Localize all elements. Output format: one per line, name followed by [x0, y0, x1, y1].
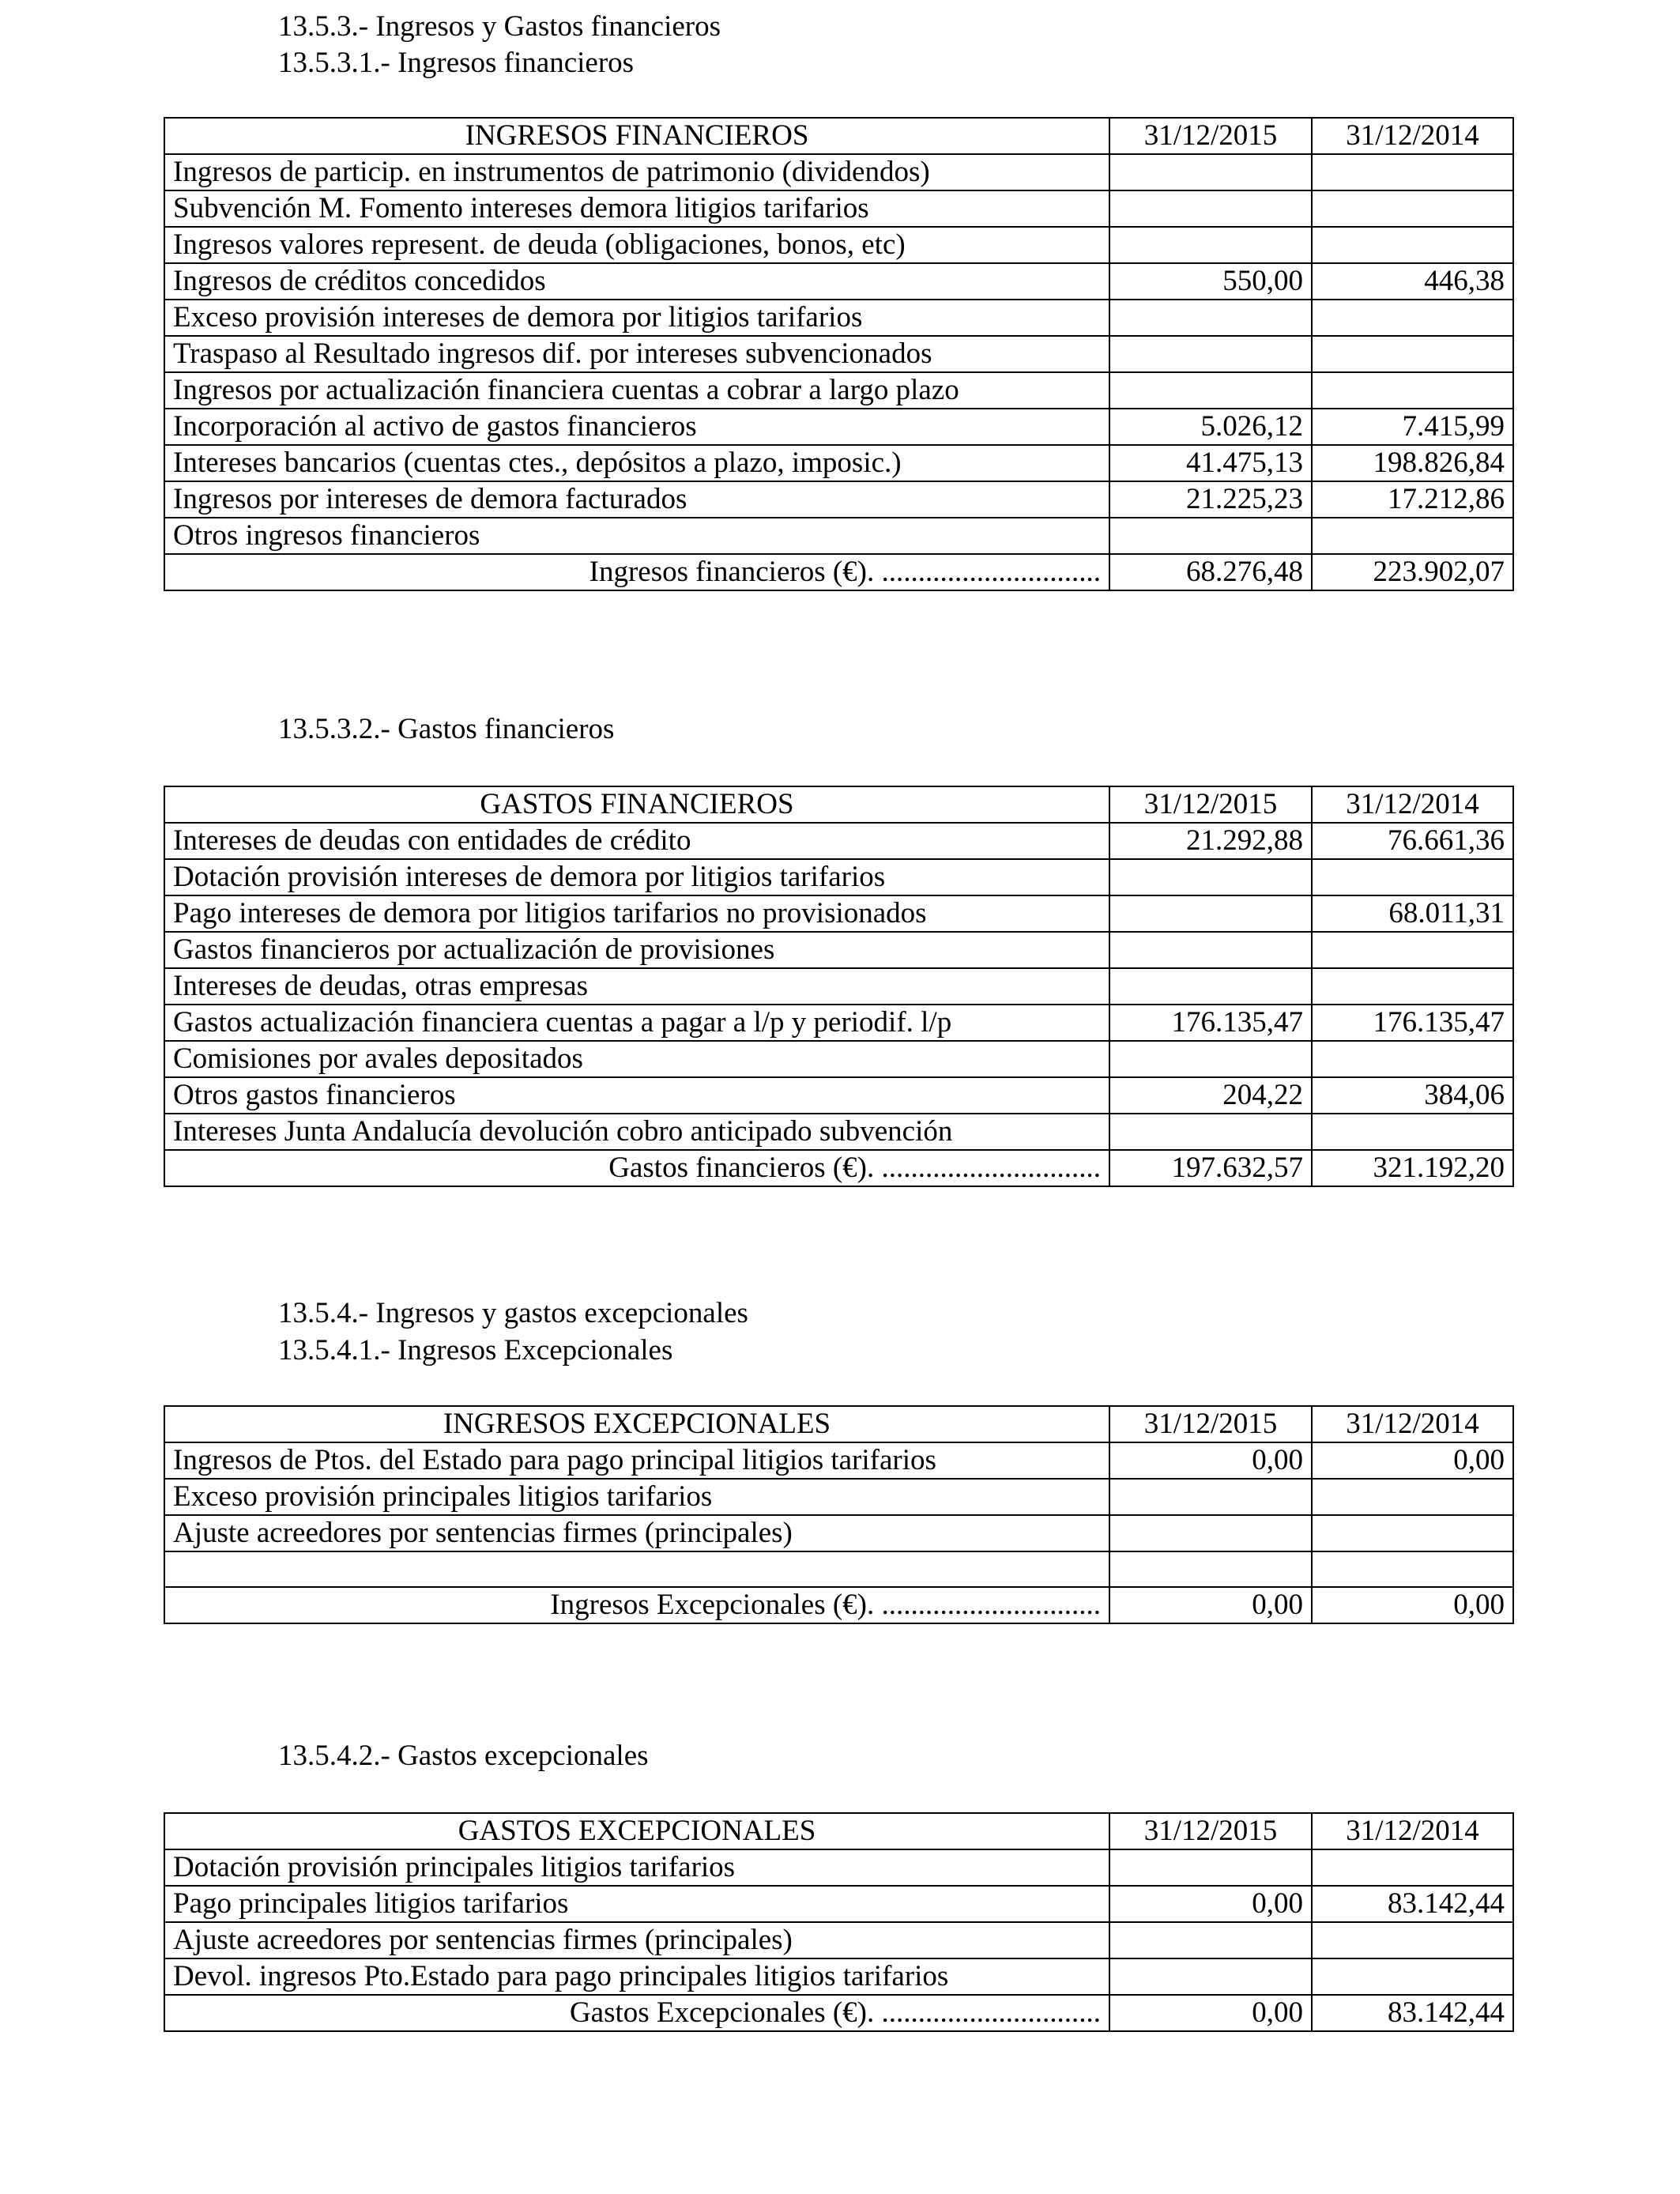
row-value	[1312, 1515, 1513, 1551]
ingresos-excepcionales-table	[164, 1405, 1514, 1624]
table-row	[164, 823, 1513, 859]
row-value: 21.292,88	[1109, 823, 1312, 859]
total-value: 0,00	[1109, 1995, 1312, 2031]
total-value: 321.192,20	[1312, 1150, 1513, 1186]
row-label: Otros gastos financieros	[164, 1077, 1109, 1114]
table-row	[164, 1442, 1513, 1479]
column-header-date: 31/12/2015	[1109, 118, 1312, 154]
column-header-date: 31/12/2015	[1109, 1813, 1312, 1849]
table-row	[164, 445, 1513, 481]
row-value	[1109, 518, 1312, 554]
row-value	[1312, 1922, 1513, 1958]
row-label: Ingresos de Ptos. del Estado para pago principal litigios tarifarios	[164, 1442, 1109, 1479]
row-value: 41.475,13	[1109, 445, 1312, 481]
column-header-date: 31/12/2014	[1312, 786, 1513, 823]
table-header-row	[164, 1406, 1513, 1442]
column-header-concept: GASTOS EXCEPCIONALES	[164, 1813, 1109, 1849]
row-label: Intereses de deudas con entidades de crédito	[164, 823, 1109, 859]
total-value: 223.902,07	[1312, 554, 1513, 590]
subsection-heading: 13.5.4.1.- Ingresos Excepcionales	[278, 1334, 673, 1367]
row-value: 7.415,99	[1312, 409, 1513, 445]
row-value	[1312, 227, 1513, 263]
row-label	[164, 1551, 1109, 1587]
row-value: 21.225,23	[1109, 481, 1312, 518]
section-heading: 13.5.3.- Ingresos y Gastos financieros	[278, 10, 721, 43]
table-row	[164, 1551, 1513, 1587]
subsection-heading: 13.5.4.2.- Gastos excepcionales	[278, 1740, 649, 1772]
row-value	[1109, 968, 1312, 1005]
gastos-financieros-table	[164, 786, 1514, 1187]
row-value	[1109, 932, 1312, 968]
row-value: 384,06	[1312, 1077, 1513, 1114]
row-label: Intereses de deudas, otras empresas	[164, 968, 1109, 1005]
table-row	[164, 859, 1513, 895]
row-label: Ajuste acreedores por sentencias firmes (principales)	[164, 1515, 1109, 1551]
table-row	[164, 336, 1513, 372]
row-label: Pago principales litigios tarifarios	[164, 1886, 1109, 1922]
row-value	[1312, 1849, 1513, 1886]
row-value	[1109, 1114, 1312, 1150]
row-label: Intereses bancarios (cuentas ctes., depósitos a plazo, imposic.)	[164, 445, 1109, 481]
row-value	[1312, 1041, 1513, 1077]
row-value	[1109, 227, 1312, 263]
ingresos-financieros-table	[164, 117, 1514, 591]
column-header-date: 31/12/2014	[1312, 118, 1513, 154]
row-value	[1109, 372, 1312, 409]
row-value: 204,22	[1109, 1077, 1312, 1114]
table-row	[164, 518, 1513, 554]
row-value	[1312, 372, 1513, 409]
row-value	[1312, 190, 1513, 227]
row-label: Gastos actualización financiera cuentas a pagar a l/p y periodif. l/p	[164, 1005, 1109, 1041]
row-value	[1109, 1551, 1312, 1587]
row-value	[1312, 932, 1513, 968]
row-value: 176.135,47	[1109, 1005, 1312, 1041]
table-row	[164, 300, 1513, 336]
row-label: Ajuste acreedores por sentencias firmes (principales)	[164, 1922, 1109, 1958]
row-value	[1109, 1041, 1312, 1077]
row-value	[1312, 1479, 1513, 1515]
row-label: Exceso provisión intereses de demora por litigios tarifarios	[164, 300, 1109, 336]
row-value: 0,00	[1109, 1442, 1312, 1479]
column-header-date: 31/12/2015	[1109, 786, 1312, 823]
table-row	[164, 1114, 1513, 1150]
row-value	[1312, 968, 1513, 1005]
gastos-excepcionales-table	[164, 1812, 1514, 2032]
total-label: Ingresos Excepcionales (€). ..............................	[164, 1587, 1109, 1623]
row-value	[1109, 300, 1312, 336]
row-value	[1109, 190, 1312, 227]
table-header-row	[164, 118, 1513, 154]
table-row	[164, 1515, 1513, 1551]
row-value: 446,38	[1312, 263, 1513, 300]
table-row	[164, 968, 1513, 1005]
table-row	[164, 409, 1513, 445]
row-label: Devol. ingresos Pto.Estado para pago principales litigios tarifarios	[164, 1958, 1109, 1995]
table-row	[164, 1005, 1513, 1041]
total-value: 68.276,48	[1109, 554, 1312, 590]
total-row	[164, 1995, 1513, 2031]
table-row	[164, 1958, 1513, 1995]
row-value	[1312, 336, 1513, 372]
table-row	[164, 1077, 1513, 1114]
table-row	[164, 1886, 1513, 1922]
row-label: Ingresos valores represent. de deuda (obligaciones, bonos, etc)	[164, 227, 1109, 263]
row-label: Ingresos por intereses de demora facturados	[164, 481, 1109, 518]
row-value	[1109, 1479, 1312, 1515]
table-row	[164, 932, 1513, 968]
row-label: Ingresos por actualización financiera cuentas a cobrar a largo plazo	[164, 372, 1109, 409]
total-row	[164, 1150, 1513, 1186]
row-value	[1109, 1515, 1312, 1551]
row-value	[1109, 859, 1312, 895]
row-value: 550,00	[1109, 263, 1312, 300]
row-value: 5.026,12	[1109, 409, 1312, 445]
row-value: 198.826,84	[1312, 445, 1513, 481]
row-label: Gastos financieros por actualización de provisiones	[164, 932, 1109, 968]
row-label: Comisiones por avales depositados	[164, 1041, 1109, 1077]
subsection-heading: 13.5.3.1.- Ingresos financieros	[278, 47, 635, 79]
row-value	[1312, 1958, 1513, 1995]
row-label: Ingresos de créditos concedidos	[164, 263, 1109, 300]
row-value: 176.135,47	[1312, 1005, 1513, 1041]
table-row	[164, 1849, 1513, 1886]
table-row	[164, 1922, 1513, 1958]
total-label: Ingresos financieros (€). ..............................	[164, 554, 1109, 590]
row-label: Otros ingresos financieros	[164, 518, 1109, 554]
table-row	[164, 154, 1513, 190]
row-value	[1109, 895, 1312, 932]
row-label: Traspaso al Resultado ingresos dif. por intereses subvencionados	[164, 336, 1109, 372]
row-label: Ingresos de particip. en instrumentos de patrimonio (dividendos)	[164, 154, 1109, 190]
table-row	[164, 263, 1513, 300]
table-row	[164, 481, 1513, 518]
row-value: 17.212,86	[1312, 481, 1513, 518]
total-value: 197.632,57	[1109, 1150, 1312, 1186]
row-label: Pago intereses de demora por litigios tarifarios no provisionados	[164, 895, 1109, 932]
column-header-date: 31/12/2015	[1109, 1406, 1312, 1442]
row-value	[1312, 154, 1513, 190]
row-value	[1312, 300, 1513, 336]
subsection-heading: 13.5.3.2.- Gastos financieros	[278, 713, 615, 745]
table-row	[164, 372, 1513, 409]
row-value	[1109, 1922, 1312, 1958]
table-header-row	[164, 786, 1513, 823]
column-header-concept: INGRESOS FINANCIEROS	[164, 118, 1109, 154]
row-label: Dotación provisión principales litigios tarifarios	[164, 1849, 1109, 1886]
total-row	[164, 554, 1513, 590]
row-value	[1312, 1551, 1513, 1587]
table-header-row	[164, 1813, 1513, 1849]
row-label: Subvención M. Fomento intereses demora litigios tarifarios	[164, 190, 1109, 227]
row-value	[1312, 518, 1513, 554]
column-header-date: 31/12/2014	[1312, 1813, 1513, 1849]
row-value: 83.142,44	[1312, 1886, 1513, 1922]
column-header-concept: GASTOS FINANCIEROS	[164, 786, 1109, 823]
total-value: 0,00	[1312, 1587, 1513, 1623]
total-label: Gastos Excepcionales (€). ..............................	[164, 1995, 1109, 2031]
row-value: 0,00	[1109, 1886, 1312, 1922]
total-row	[164, 1587, 1513, 1623]
table-row	[164, 227, 1513, 263]
table-row	[164, 895, 1513, 932]
table-row	[164, 190, 1513, 227]
row-value	[1109, 154, 1312, 190]
row-value	[1312, 859, 1513, 895]
row-label: Intereses Junta Andalucía devolución cobro anticipado subvención	[164, 1114, 1109, 1150]
row-value: 76.661,36	[1312, 823, 1513, 859]
row-value	[1109, 1849, 1312, 1886]
column-header-concept: INGRESOS EXCEPCIONALES	[164, 1406, 1109, 1442]
row-label: Exceso provisión principales litigios tarifarios	[164, 1479, 1109, 1515]
section-heading: 13.5.4.- Ingresos y gastos excepcionales	[278, 1297, 748, 1329]
total-label: Gastos financieros (€). ..............................	[164, 1150, 1109, 1186]
total-value: 83.142,44	[1312, 1995, 1513, 2031]
table-row	[164, 1041, 1513, 1077]
row-value: 68.011,31	[1312, 895, 1513, 932]
row-value	[1312, 1114, 1513, 1150]
row-label: Dotación provisión intereses de demora por litigios tarifarios	[164, 859, 1109, 895]
table-row	[164, 1479, 1513, 1515]
column-header-date: 31/12/2014	[1312, 1406, 1513, 1442]
total-value: 0,00	[1109, 1587, 1312, 1623]
row-value	[1109, 336, 1312, 372]
row-label: Incorporación al activo de gastos financieros	[164, 409, 1109, 445]
row-value: 0,00	[1312, 1442, 1513, 1479]
row-value	[1109, 1958, 1312, 1995]
